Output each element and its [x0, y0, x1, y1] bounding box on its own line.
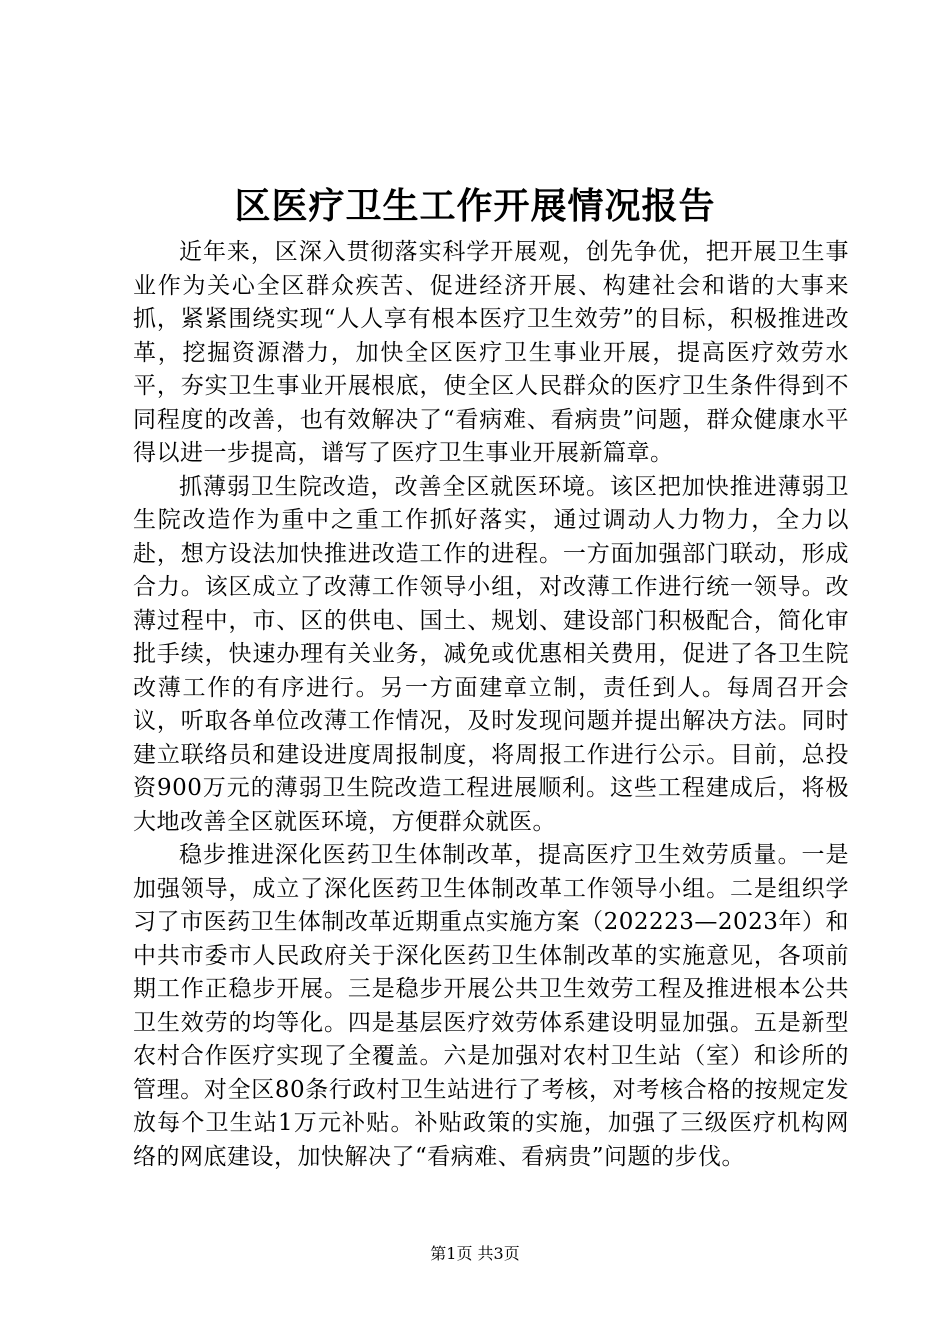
paragraph: 抓薄弱卫生院改造，改善全区就医环境。该区把加快推进薄弱卫生院改造作为重中之重工作抓好落实，通过调动人力物力，全力以赴，想方设法加快推进改造工作的进程。一方面加强部门联动，形成合力。该区成立了改薄工作领导小组，对改薄工作进行统一领导。改薄过程中，市、区的供电、国土、规划、建设部门积极配合，简化审批手续，快速办理有关业务，减免或优惠相关费用，促进了各卫生院改薄工作的有序进行。另一方面建章立制，责任到人。每周召开会议，听取各单位改薄工作情况，及时发现问题并提出解决方法。同时建立联络员和建设进度周报制度，将周报工作进行公示。目前，总投资900万元的薄弱卫生院改造工程进展顺利。这些工程建成后，将极大地改善全区就医环境，方便群众就医。	[133, 473, 849, 835]
document-title: 区医疗卫生工作开展情况报告	[234, 185, 716, 227]
paragraph: 稳步推进深化医药卫生体制改革，提高医疗卫生效劳质量。一是加强领导，成立了深化医药卫生体制改革工作领导小组。二是组织学习了市医药卫生体制改革近期重点实施方案（202223—2023年）和中共市委市人民政府关于深化医药卫生体制改革的实施意见，各项前期工作正稳步开展。三是稳步开展公共卫生效劳工程及推进根本公共卫生效劳的均等化。四是基层医疗效劳体系建设明显加强。五是新型农村合作医疗实现了全覆盖。六是加强对农村卫生站（室）和诊所的管理。对全区80条行政村卫生站进行了考核，对考核合格的按规定发放每个卫生站1万元补贴。补贴政策的实施，加强了三级医疗机构网络的网底建设，加快解决了“看病难、看病贵”问题的步伐。	[133, 842, 849, 1170]
document-body	[133, 236, 849, 1174]
paragraph: 近年来，区深入贯彻落实科学开展观，创先争优，把开展卫生事业作为关心全区群众疾苦、促进经济开展、构建社会和谐的大事来抓，紧紧围绕实现“人人享有根本医疗卫生效劳”的目标，积极推进改革，挖掘资源潜力，加快全区医疗卫生事业开展，提高医疗效劳水平，夯实卫生事业开展根底，使全区人民群众的医疗卫生条件得到不同程度的改善，也有效解决了“看病难、看病贵”问题，群众健康水平得以进一步提高，谱写了医疗卫生事业开展新篇章。	[133, 239, 849, 466]
page-footer: 第1页 共3页	[430, 1244, 520, 1263]
